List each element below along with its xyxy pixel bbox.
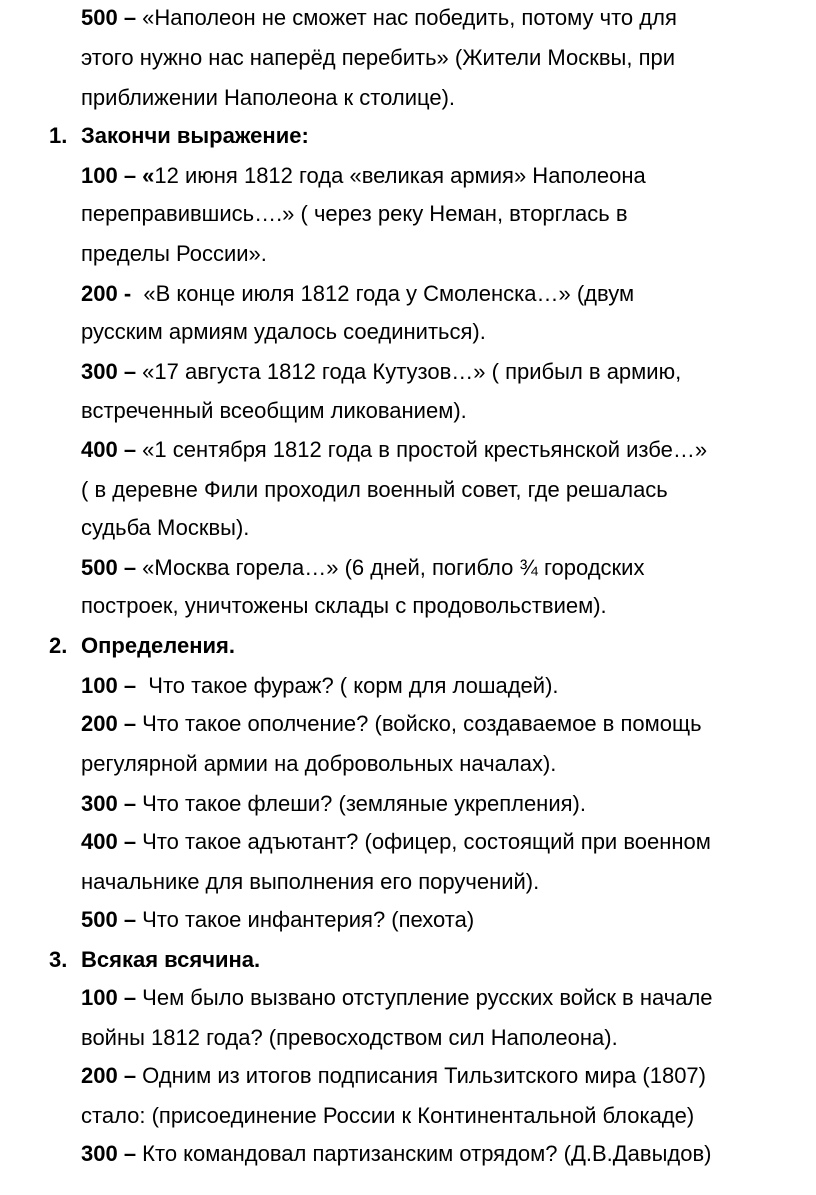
s3-item-100-line-1 xyxy=(81,984,713,1012)
s1-item-300-score: 300 – xyxy=(81,359,137,384)
s3-item-200-score: 200 – xyxy=(81,1063,137,1088)
s1-item-200-text: «В конце июля 1812 года у Смоленска…» (двум xyxy=(131,281,635,306)
s3-item-200-line-1 xyxy=(81,1062,706,1090)
s2-item-200-line-2: регулярной армии на добровольных началах). xyxy=(81,751,557,776)
section-1-title: Закончи выражение: xyxy=(81,123,309,148)
s1-item-400-text: «1 сентября 1812 года в простой крестьянской избе…» xyxy=(136,437,708,462)
section-3-number: 3. xyxy=(49,947,68,972)
s3-item-200-text: Одним из итогов подписания Тильзитского мира (1807) xyxy=(136,1063,706,1088)
s2-item-400-text: Что такое адъютант? (офицер, состоящий при военном xyxy=(136,829,711,854)
section-2-title: Определения. xyxy=(81,633,235,658)
s1-item-100-line-1 xyxy=(81,162,646,190)
s3-item-300-line-1 xyxy=(81,1140,712,1168)
s3-item-100-line-2: войны 1812 года? (превосходством сил Наполеона). xyxy=(81,1025,618,1050)
s1-item-300-line-2: встреченный всеобщим ликованием). xyxy=(81,398,467,423)
s1-item-500-score: 500 – xyxy=(81,555,137,580)
intro-line-3: приближении Наполеона к столице). xyxy=(81,85,456,110)
s1-item-400-score: 400 – xyxy=(81,437,137,462)
s2-item-500-score: 500 – xyxy=(81,907,137,932)
s1-item-100-score: 100 – « xyxy=(81,163,155,188)
s1-item-400-line-1 xyxy=(81,436,707,464)
s1-item-300-text: «17 августа 1812 года Кутузов…» ( прибыл в армию, xyxy=(136,359,682,384)
s3-item-200-line-2: стало: (присоединение России к Континентальной блокаде) xyxy=(81,1103,695,1128)
s2-item-200-text: Что такое ополчение? (войско, создаваемое в помощь xyxy=(136,711,702,736)
s1-item-100-line-2: переправившись….» ( через реку Неман, вторглась в xyxy=(81,201,628,226)
s2-item-500-text: Что такое инфантерия? (пехота) xyxy=(136,907,475,932)
s2-item-200-score: 200 – xyxy=(81,711,137,736)
s2-item-400-line-1 xyxy=(81,828,711,856)
s3-item-300-text: Кто командовал партизанским отрядом? (Д.В.Давыдов) xyxy=(136,1141,712,1166)
s1-item-200-score: 200 - xyxy=(81,281,132,306)
s1-item-500-line-1 xyxy=(81,554,644,582)
s1-item-200-line-2: русским армиям удалось соединиться). xyxy=(81,319,486,344)
s1-item-500-text: «Москва горела…» (6 дней, погибло ¾ городских xyxy=(136,555,645,580)
s2-item-200-line-1 xyxy=(81,710,702,738)
s1-item-200-line-1 xyxy=(81,280,634,308)
section-2-number: 2. xyxy=(49,633,68,658)
s1-item-300-line-1 xyxy=(81,358,681,386)
s1-item-500-line-2: построек, уничтожены склады с продовольствием). xyxy=(81,593,607,618)
s3-item-300-score: 300 – xyxy=(81,1141,137,1166)
s1-item-400-line-2: ( в деревне Фили проходил военный совет, где решалась xyxy=(81,477,668,502)
s2-item-300-text: Что такое флеши? (земляные укрепления). xyxy=(136,791,586,816)
section-1-number: 1. xyxy=(49,123,68,148)
s3-item-100-text: Чем было вызвано отступление русских войск в начале xyxy=(136,985,713,1010)
intro-score: 500 – xyxy=(81,5,137,30)
s2-item-400-line-2: начальнике для выполнения его поручений). xyxy=(81,869,540,894)
intro-line-1 xyxy=(81,4,677,32)
s1-item-100-line-3: пределы России». xyxy=(81,241,267,266)
intro-text: «Наполеон не сможет нас победить, потому что для xyxy=(136,5,677,30)
s2-item-300-score: 300 – xyxy=(81,791,137,816)
s2-item-100-text: Что такое фураж? ( корм для лошадей). xyxy=(136,673,559,698)
s2-item-100-line-1 xyxy=(81,672,559,700)
s2-item-300-line-1 xyxy=(81,790,586,818)
s2-item-100-score: 100 – xyxy=(81,673,137,698)
s1-item-400-line-3: судьба Москвы). xyxy=(81,515,250,540)
intro-line-2: этого нужно нас наперёд перебить» (Жители Москвы, при xyxy=(81,45,675,70)
s2-item-400-score: 400 – xyxy=(81,829,137,854)
section-3-title: Всякая всячина. xyxy=(81,947,261,972)
s1-item-100-text: 12 июня 1812 года «великая армия» Наполеона xyxy=(154,163,646,188)
s2-item-500-line-1 xyxy=(81,906,474,934)
s3-item-100-score: 100 – xyxy=(81,985,137,1010)
